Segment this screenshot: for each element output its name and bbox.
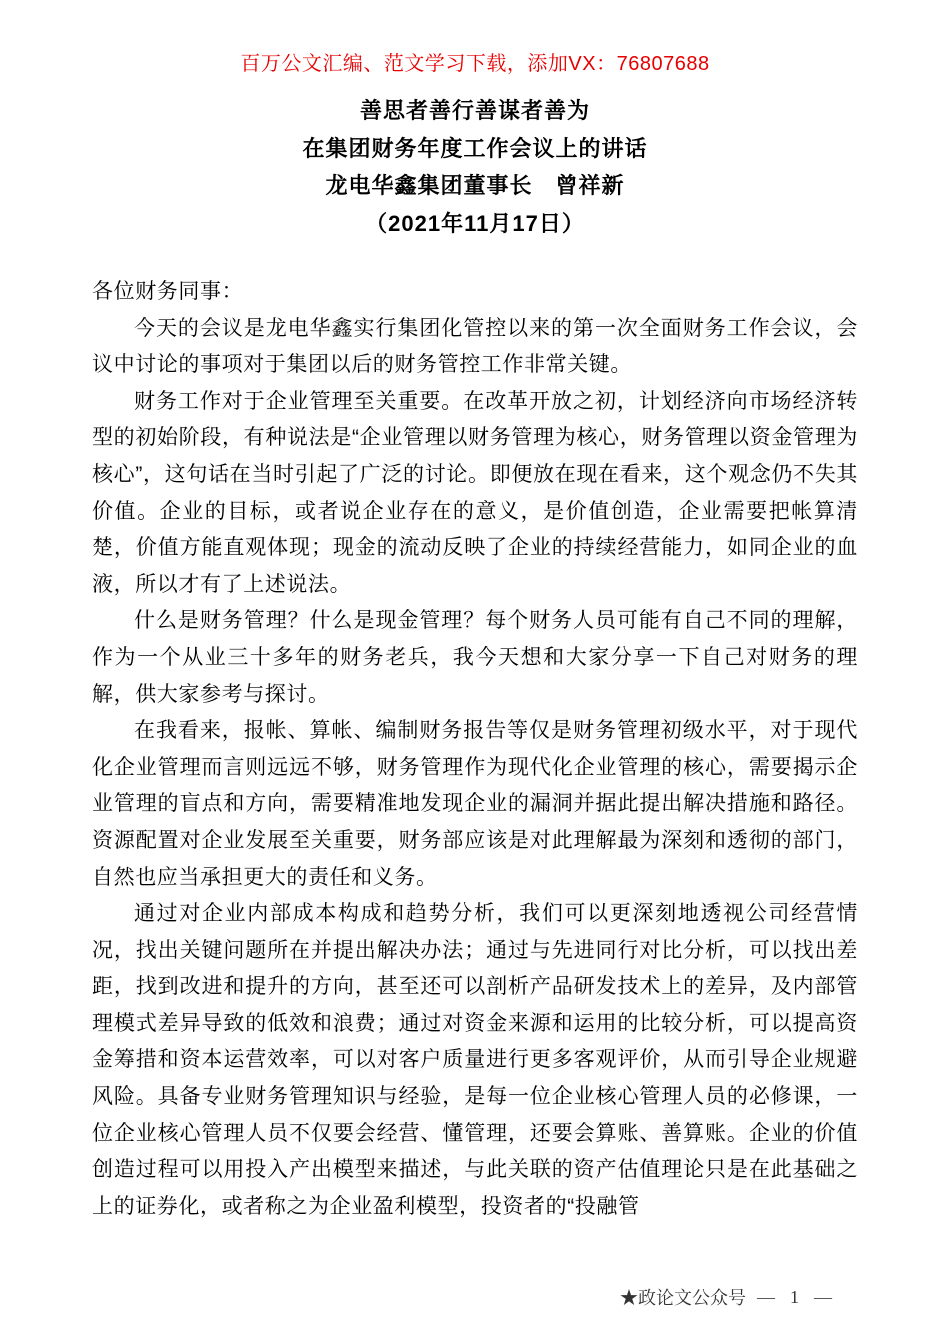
paragraph-3: 什么是财务管理？什么是现金管理？每个财务人员可能有自己不同的理解，作为一个从业三十多年的财务老兵，我今天想和大家分享一下自己对财务的理解，供大家参考与探讨。: [92, 609, 858, 706]
paragraph-2: 财务工作对于企业管理至关重要。在改革开放之初，计划经济向市场经济转型的初始阶段，有种说法是“企业管理以财务管理为核心，财务管理以资金管理为核心”，这句话在当时引起了广泛的讨论。即便放在现在看来，这个观念仍不失其价值。企业的目标，或者说企业存在的意义，是价值创造，企业需要把帐算清楚，价值方能直观体现；现金的流动反映了企业的持续经营能力，如同企业的血液，所以才有了上述说法。: [92, 389, 858, 596]
paragraph-4: 在我看来，报帐、算帐、编制财务报告等仅是财务管理初级水平，对于现代化企业管理而言则远远不够，财务管理作为现代化企业管理的核心，需要揭示企业管理的盲点和方向，需要精准地发现企业的漏洞并据此提出解决措施和路径。资源配置对企业发展至关重要，财务部应该是对此理解最为深刻和透彻的部门，自然也应当承担更大的责任和义务。: [92, 719, 858, 889]
footer-account-label: ★政论文公众号: [620, 1288, 746, 1308]
header-ad-text: 百万公文汇编、范文学习下载，添加VX：76807688: [240, 53, 710, 75]
footer-dash-right: —: [814, 1286, 832, 1307]
speaker-line: 龙电华鑫集团董事长 曾祥新: [325, 173, 625, 198]
page-number: 1: [790, 1286, 799, 1307]
paragraph-5: 通过对企业内部成本构成和趋势分析，我们可以更深刻地透视公司经营情况，找出关键问题所在并提出解决办法；通过与先进同行对比分析，可以找出差距，找到改进和提升的方向，甚至还可以剖析产品研发技术上的差异，及内部管理模式差异导致的低效和浪费；通过对资金来源和运用的比较分析，可以提高资金筹措和资本运营效率，可以对客户质量进行更多客观评价，从而引导企业规避风险。具备专业财务管理知识与经验，是每一位企业核心管理人员的必修课，一位企业核心管理人员不仅要会经营、懂管理，还要会算账、善算账。企业的价值创造过程可以用投入产出模型来描述，与此关联的资产估值理论只是在此基础之上的证券化，或者称之为企业盈利模型，投资者的“投融管: [92, 902, 858, 1218]
paragraph-1: 今天的会议是龙电华鑫实行集团化管控以来的第一次全面财务工作会议，会议中讨论的事项对于集团以后的财务管控工作非常关键。: [92, 316, 858, 377]
page-footer: [620, 1284, 832, 1310]
document-subtitle: 在集团财务年度工作会议上的讲话: [302, 135, 648, 161]
document-body: [92, 274, 858, 1262]
title-block: [0, 92, 950, 242]
document-title: 善思者善行善谋者善为: [359, 98, 590, 123]
footer-dash-left: —: [757, 1286, 775, 1307]
salutation: 各位财务同事：: [92, 280, 244, 303]
date-line: （2021年11月17日）: [365, 210, 585, 236]
